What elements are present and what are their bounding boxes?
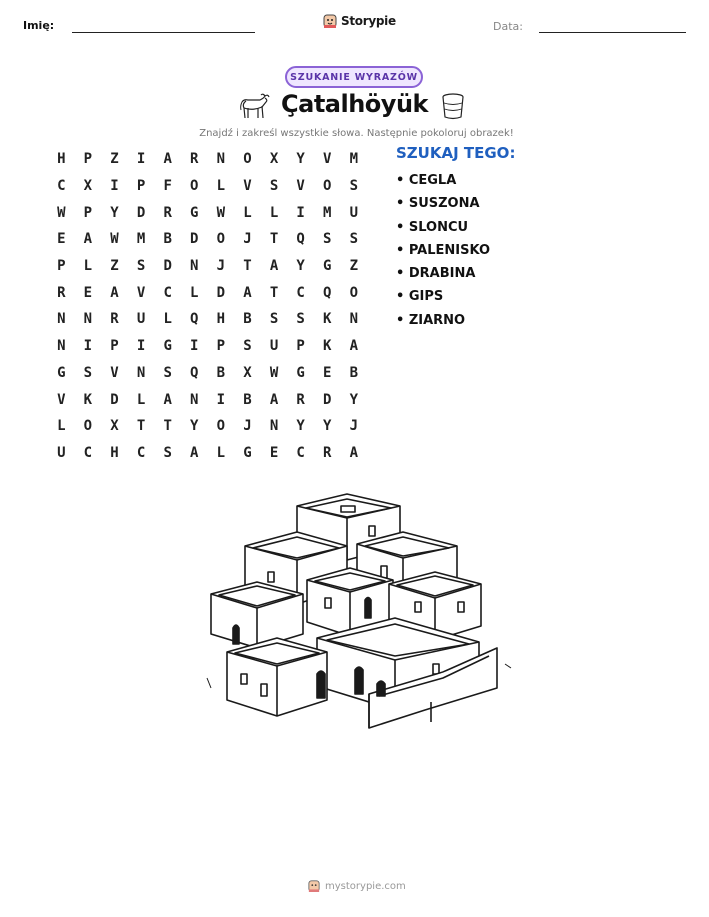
grid-letter[interactable]: N — [57, 311, 66, 328]
grid-letter[interactable]: U — [269, 338, 279, 355]
grid-letter[interactable]: R — [296, 391, 305, 408]
grid-letter[interactable]: P — [83, 204, 93, 221]
grid-letter[interactable]: Y — [296, 418, 305, 435]
grid-letter[interactable]: W — [57, 204, 66, 221]
grid-letter[interactable]: A — [163, 151, 172, 168]
brand-logo — [323, 13, 396, 29]
grid-letter[interactable]: A — [269, 391, 279, 408]
grid-letter[interactable]: Q — [323, 284, 332, 301]
word-item: • SUSZONA — [396, 196, 480, 212]
grid-letter[interactable]: P — [136, 178, 146, 195]
grid-letter[interactable]: M — [136, 231, 146, 248]
grid-row — [48, 413, 367, 440]
word-item: • SLONCU — [396, 219, 469, 235]
grid-letter[interactable]: G — [190, 204, 199, 221]
grid-letter[interactable]: L — [190, 284, 199, 301]
grid-letter[interactable]: L — [216, 178, 226, 195]
grid-letter[interactable]: P — [57, 258, 66, 275]
grid-letter[interactable]: U — [57, 444, 66, 461]
grid-letter[interactable]: A — [349, 444, 359, 461]
grid-letter[interactable]: D — [136, 204, 146, 221]
grid-letter[interactable]: A — [83, 231, 93, 248]
grid-letter[interactable]: B — [243, 391, 252, 408]
grid-letter[interactable]: E — [83, 284, 93, 301]
grid-letter[interactable]: P — [83, 151, 93, 168]
grid-letter[interactable]: X — [83, 178, 93, 195]
grid-letter[interactable]: O — [216, 231, 226, 248]
grid-letter[interactable]: A — [349, 338, 359, 355]
grid-letter[interactable]: N — [136, 364, 146, 381]
grid-letter[interactable]: D — [323, 391, 332, 408]
name-line[interactable] — [72, 32, 255, 33]
grid-letter[interactable]: L — [243, 204, 252, 221]
grid-row — [48, 279, 367, 306]
grid-letter[interactable]: S — [349, 178, 359, 195]
grid-letter[interactable]: Q — [190, 364, 199, 381]
grid-letter[interactable]: A — [269, 258, 279, 275]
grid-letter[interactable]: N — [216, 151, 226, 168]
grid-letter[interactable]: G — [296, 364, 305, 381]
word-search-grid[interactable] — [48, 146, 367, 466]
grid-letter[interactable]: T — [243, 258, 252, 275]
grid-letter[interactable]: J — [243, 231, 252, 248]
grid-letter[interactable]: V — [323, 151, 332, 168]
grid-row — [48, 306, 367, 333]
grid-letter[interactable]: E — [57, 231, 66, 248]
grid-letter[interactable]: U — [349, 204, 359, 221]
grid-row — [48, 360, 367, 387]
grid-letter[interactable]: C — [296, 284, 305, 301]
grid-letter[interactable]: I — [216, 391, 226, 408]
word-item: • DRABINA — [396, 266, 476, 282]
grid-letter[interactable]: P — [296, 338, 305, 355]
grid-letter[interactable]: W — [269, 364, 279, 381]
grid-letter[interactable]: O — [190, 178, 199, 195]
grid-letter[interactable]: Q — [296, 231, 305, 248]
grid-letter[interactable]: O — [349, 284, 359, 301]
word-item: • GIPS — [396, 289, 444, 305]
grid-letter[interactable]: G — [163, 338, 172, 355]
grid-letter[interactable]: V — [110, 364, 119, 381]
grid-letter[interactable]: Y — [349, 391, 359, 408]
date-label: Data: — [493, 20, 523, 33]
grid-letter[interactable]: N — [190, 391, 199, 408]
grid-letter[interactable]: I — [136, 338, 146, 355]
grid-letter[interactable]: W — [216, 204, 226, 221]
grid-letter[interactable]: X — [243, 364, 252, 381]
grid-letter[interactable]: P — [216, 338, 226, 355]
grid-letter[interactable]: X — [269, 151, 279, 168]
grid-letter[interactable]: C — [83, 444, 93, 461]
grid-letter[interactable]: H — [110, 444, 119, 461]
grid-letter[interactable]: L — [269, 204, 279, 221]
grid-letter[interactable]: Y — [110, 204, 119, 221]
grid-letter[interactable]: H — [57, 151, 66, 168]
grid-letter[interactable]: S — [269, 178, 279, 195]
grid-letter[interactable]: B — [243, 311, 252, 328]
storypie-mascot-icon — [308, 879, 320, 893]
grid-letter[interactable]: J — [216, 258, 226, 275]
grid-letter[interactable]: I — [296, 204, 305, 221]
grid-letter[interactable]: R — [163, 204, 172, 221]
grid-letter[interactable]: O — [83, 418, 93, 435]
grid-letter[interactable]: R — [190, 151, 199, 168]
grid-letter[interactable]: D — [163, 258, 172, 275]
word-list-title: SZUKAJ TEGO: — [396, 144, 516, 162]
instructions: Znajdź i zakreśl wszystkie słowa. Następnie pokoloruj obrazek! — [199, 128, 514, 139]
category-badge: SZUKANIE WYRAZÓW — [285, 66, 423, 88]
grid-letter[interactable]: Y — [296, 258, 305, 275]
grid-letter[interactable]: H — [216, 311, 226, 328]
grid-letter[interactable]: L — [216, 444, 226, 461]
grid-letter[interactable]: O — [323, 178, 332, 195]
grid-letter[interactable]: T — [269, 284, 279, 301]
name-label: Imię: — [23, 19, 55, 32]
grid-letter[interactable]: D — [216, 284, 226, 301]
grid-letter[interactable]: A — [243, 284, 252, 301]
grid-letter[interactable]: S — [323, 231, 332, 248]
grid-letter[interactable]: W — [110, 231, 119, 248]
grid-letter[interactable]: A — [163, 391, 172, 408]
grid-letter[interactable]: R — [110, 311, 119, 328]
grid-row — [48, 440, 367, 467]
grid-letter[interactable]: G — [323, 258, 332, 275]
grid-letter[interactable]: A — [190, 444, 199, 461]
grid-letter[interactable]: F — [163, 178, 172, 195]
grid-letter[interactable]: E — [323, 364, 332, 381]
grid-letter[interactable]: S — [163, 364, 172, 381]
houses-illustration[interactable] — [205, 488, 515, 750]
grid-letter[interactable]: Y — [190, 418, 199, 435]
grid-letter[interactable]: O — [216, 418, 226, 435]
grid-letter[interactable]: I — [83, 338, 93, 355]
grid-letter[interactable]: M — [349, 151, 359, 168]
grid-letter[interactable]: Z — [349, 258, 359, 275]
grid-letter[interactable]: V — [243, 178, 252, 195]
grid-letter[interactable]: K — [323, 311, 332, 328]
grid-letter[interactable]: A — [110, 284, 119, 301]
grid-letter[interactable]: C — [136, 444, 146, 461]
grid-letter[interactable]: L — [136, 391, 146, 408]
grid-letter[interactable]: I — [110, 178, 119, 195]
grid-letter[interactable]: O — [243, 151, 252, 168]
date-line[interactable] — [539, 32, 686, 33]
grid-letter[interactable]: E — [269, 444, 279, 461]
grid-letter[interactable]: N — [57, 338, 66, 355]
grid-letter[interactable]: V — [136, 284, 146, 301]
grid-letter[interactable]: L — [57, 418, 66, 435]
grid-row — [48, 333, 367, 360]
grid-letter[interactable]: R — [57, 284, 66, 301]
grid-letter[interactable]: R — [323, 444, 332, 461]
grid-letter[interactable]: K — [323, 338, 332, 355]
grid-letter[interactable]: Z — [110, 151, 119, 168]
grid-letter[interactable]: B — [163, 231, 172, 248]
grid-letter[interactable]: C — [296, 444, 305, 461]
brand-name: Storypie — [341, 14, 396, 28]
grid-row — [48, 226, 367, 253]
grid-letter[interactable]: V — [296, 178, 305, 195]
grid-letter[interactable]: N — [269, 418, 279, 435]
grid-letter[interactable]: B — [349, 364, 359, 381]
word-item: • ZIARNO — [396, 312, 466, 328]
grid-letter[interactable]: K — [83, 391, 93, 408]
grid-row — [48, 386, 367, 413]
grid-letter[interactable]: S — [136, 258, 146, 275]
grid-letter[interactable]: J — [349, 418, 359, 435]
grid-letter[interactable]: N — [349, 311, 359, 328]
grid-letter[interactable]: C — [163, 284, 172, 301]
footer-site[interactable]: mystorypie.com — [325, 880, 406, 892]
page-title: Çatalhöyük — [281, 90, 428, 118]
grid-letter[interactable]: N — [83, 311, 93, 328]
word-list — [396, 172, 490, 335]
grid-letter[interactable]: S — [349, 231, 359, 248]
grid-letter[interactable]: D — [110, 391, 119, 408]
grid-row — [48, 199, 367, 226]
grid-letter[interactable]: B — [216, 364, 226, 381]
storypie-mascot-icon — [323, 13, 337, 29]
grid-letter[interactable]: Q — [190, 311, 199, 328]
grid-letter[interactable]: J — [243, 418, 252, 435]
grid-letter[interactable]: M — [323, 204, 332, 221]
grid-row — [48, 173, 367, 200]
grid-letter[interactable]: I — [190, 338, 199, 355]
word-item: • CEGLA — [396, 173, 457, 188]
grid-letter[interactable]: C — [57, 178, 66, 195]
grid-letter[interactable]: S — [83, 364, 93, 381]
grid-letter[interactable]: X — [110, 418, 119, 435]
grid-letter[interactable]: S — [163, 444, 172, 461]
grid-letter[interactable]: L — [163, 311, 172, 328]
grid-letter[interactable]: U — [136, 311, 146, 328]
grid-row — [48, 253, 367, 280]
grid-letter[interactable]: S — [269, 311, 279, 328]
grid-letter[interactable]: T — [269, 231, 279, 248]
word-item: • PALENISKO — [396, 242, 491, 258]
grid-letter[interactable]: G — [57, 364, 66, 381]
grid-letter[interactable]: T — [163, 418, 172, 435]
grid-letter[interactable]: Y — [323, 418, 332, 435]
grid-row — [48, 146, 367, 173]
grid-letter[interactable]: I — [136, 151, 146, 168]
grid-letter[interactable]: N — [190, 258, 199, 275]
grid-letter[interactable]: L — [83, 258, 93, 275]
grid-letter[interactable]: V — [57, 391, 66, 408]
grid-letter[interactable]: D — [190, 231, 199, 248]
grid-letter[interactable]: G — [243, 444, 252, 461]
grid-letter[interactable]: Z — [110, 258, 119, 275]
grid-letter[interactable]: S — [243, 338, 252, 355]
grid-letter[interactable]: T — [136, 418, 146, 435]
grid-letter[interactable]: S — [296, 311, 305, 328]
footer — [308, 879, 406, 893]
grid-letter[interactable]: P — [110, 338, 119, 355]
grid-letter[interactable]: Y — [296, 151, 305, 168]
